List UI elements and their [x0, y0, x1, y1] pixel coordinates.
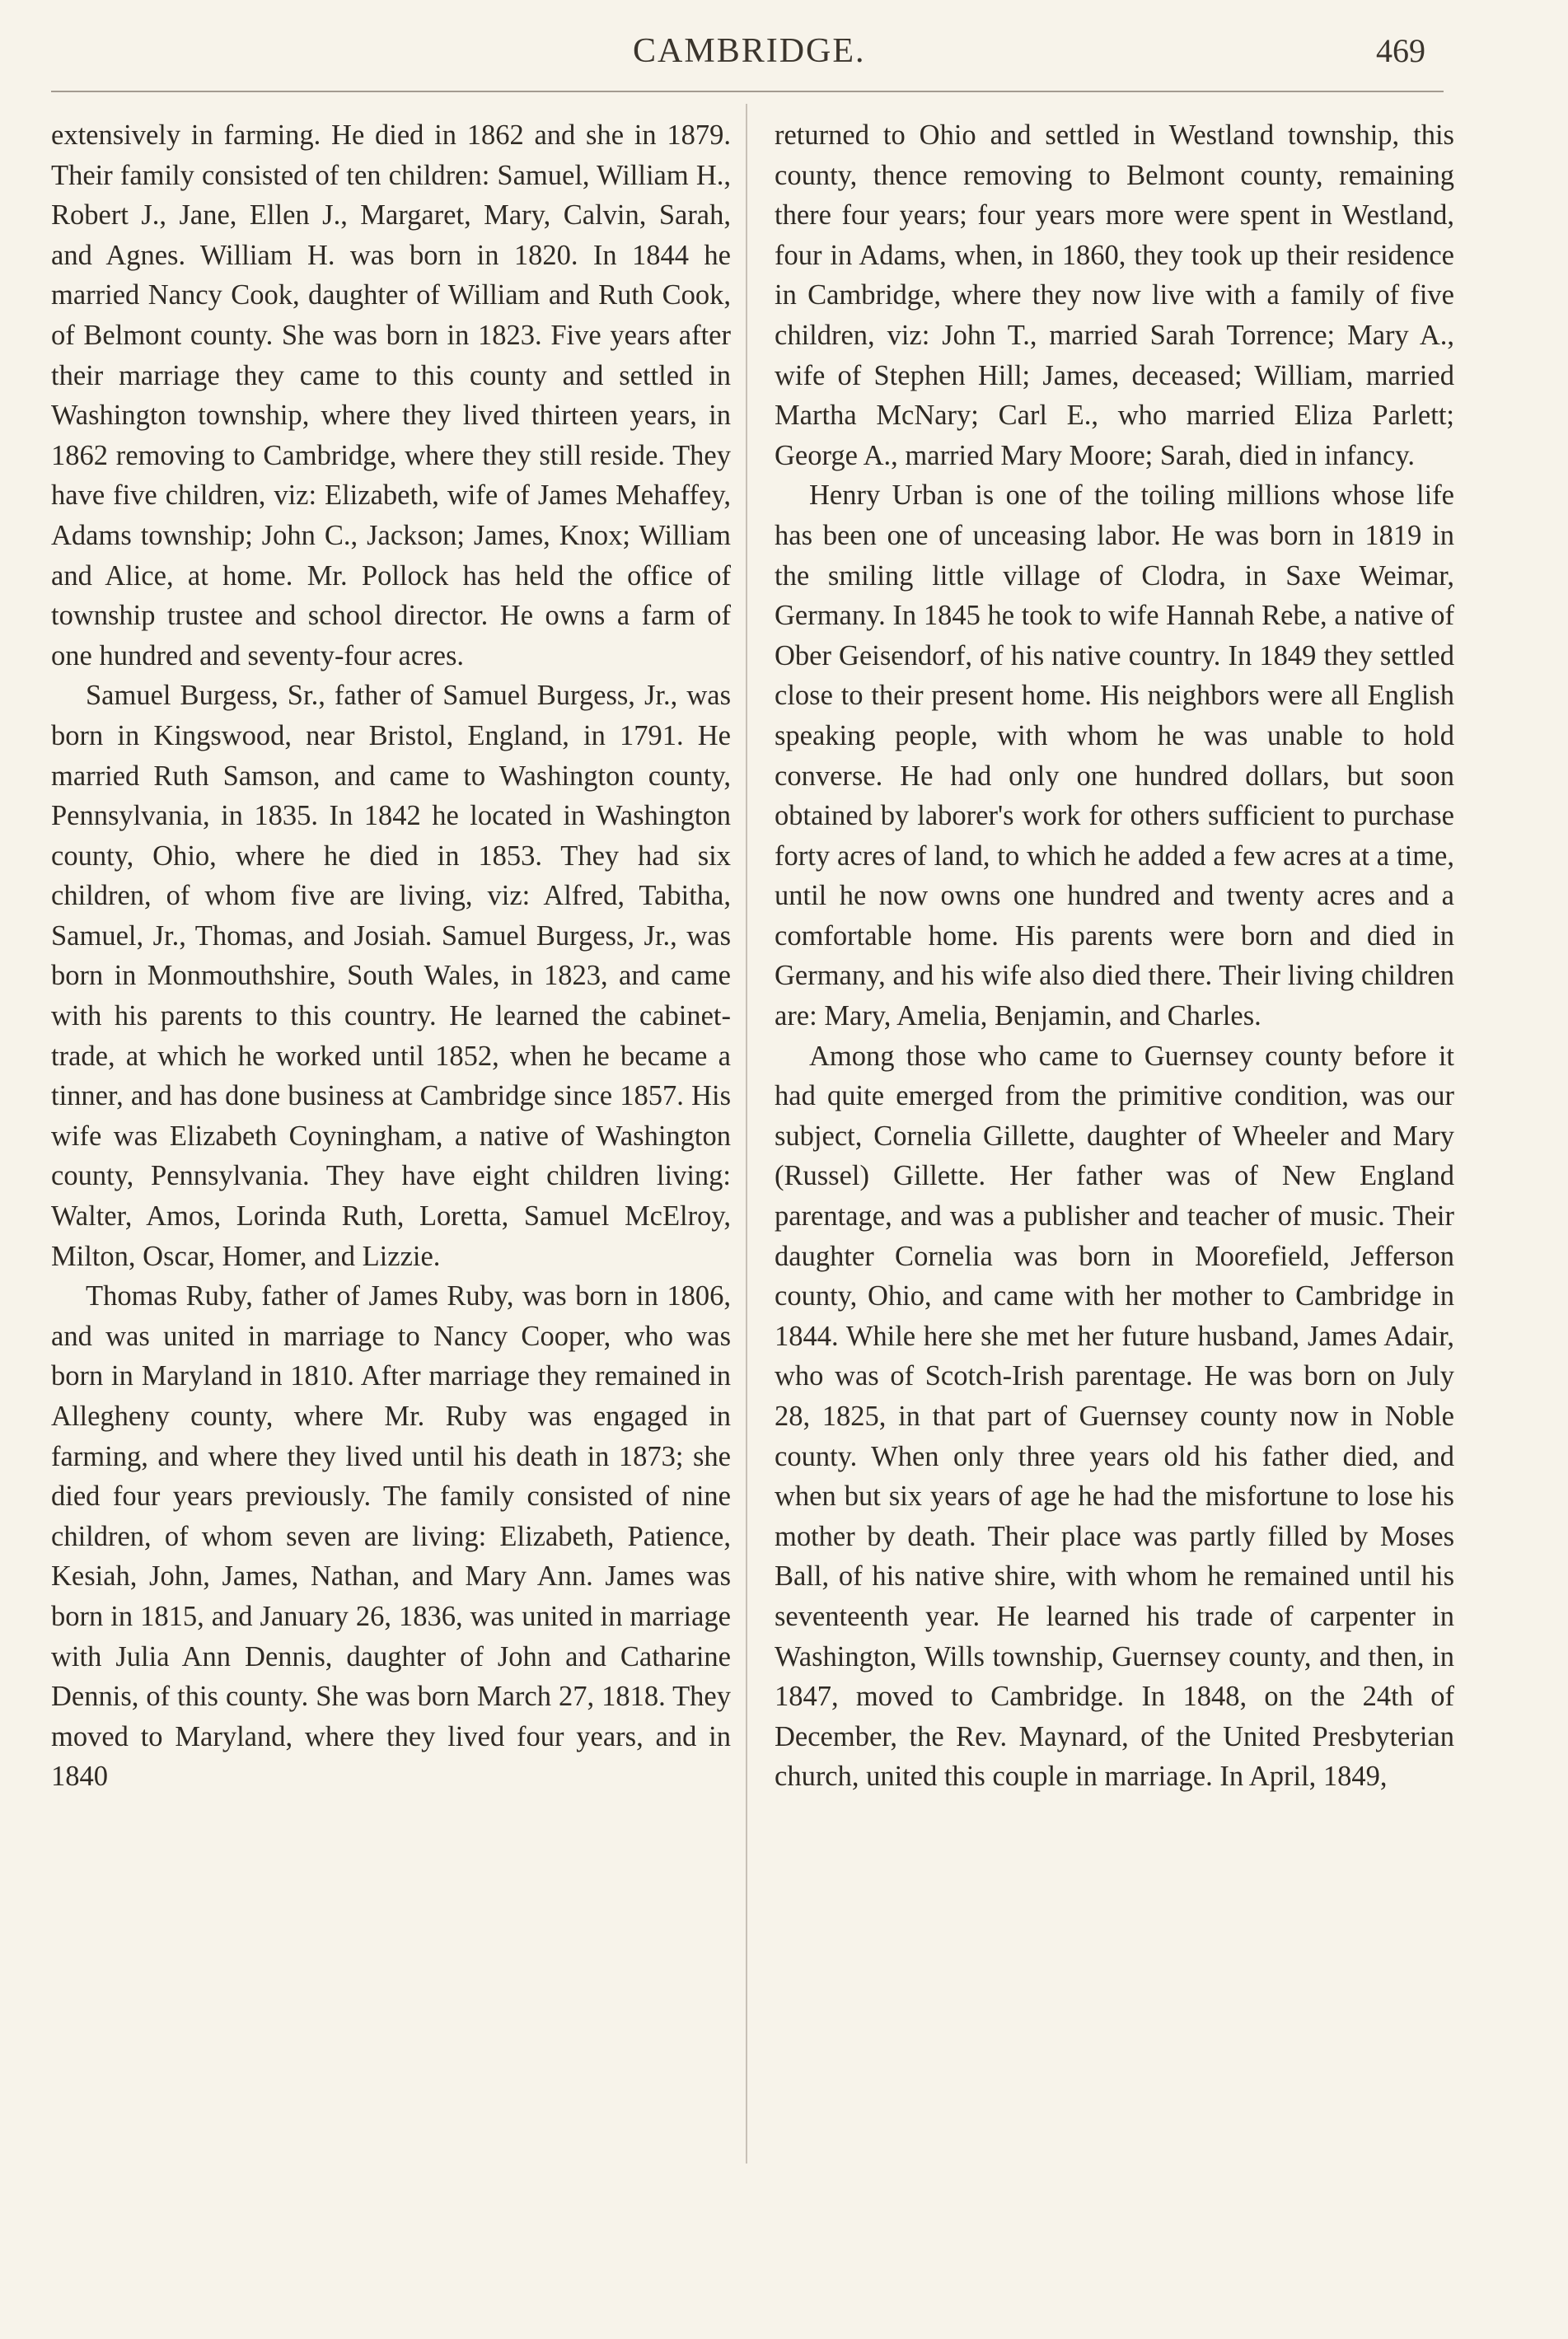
left-column [51, 115, 731, 1797]
right-paragraph-3: Among those who came to Guernsey county before it had quite emerged from the primitive condition, was our subject, Cornelia Gillette, daughter of Wheeler and Mary (Russel) Gillette. Her father was of New England parentage, and was a publisher and teacher of music. Their daughter Cornelia was born in Moorefield, Jefferson county, Ohio, and came with her mother to Cambridge in 1844. While here she met her future husband, James Adair, who was of Scotch-Irish parentage. He was born on July 28, 1825, in that part of Guernsey county now in Noble county. When only three years old his father died, and when but six years of age he had the misfortune to lose his mother by death. Their place was partly filled by Moses Ball, of his native shire, with whom he remained until his seventeenth year. He learned his trade of carpenter in Washington, Wills township, Guernsey county, and then, in 1847, moved to Cambridge. In 1848, on the 24th of December, the Rev. Maynard, of the United Presbyterian church, united this couple in marriage. In April, 1849, [775, 1040, 1454, 1793]
right-paragraph-2: Henry Urban is one of the toiling millions whose life has been one of unceasing labor. He was born in 1819 in the smiling little village of Clodra, in Saxe Weimar, Germany. In 1845 he took to wife Hannah Rebe, a native of Ober Geisendorf, of his native country. In 1849 they settled close to their present home. His neighbors were all English speaking people, with whom he was unable to hold converse. He had only one hundred dollars, but soon obtained by laborer's work for others sufficient to purchase forty acres of land, to which he added a few acres at a time, until he now owns one hundred and twenty acres and a comfortable home. His parents were born and died in Germany, and his wife also died there. Their living children are: Mary, Amelia, Benjamin, and Charles. [775, 479, 1454, 1032]
left-paragraph-2: Samuel Burgess, Sr., father of Samuel Burgess, Jr., was born in Kingswood, near Bristol, England, in 1791. He married Ruth Samson, and came to Washington county, Pennsylvania, in 1835. In 1842 he located in Washington county, Ohio, where he died in 1853. They had six children, of whom five are living, viz: Alfred, Tabitha, Samuel, Jr., Thomas, and Josiah. Samuel Burgess, Jr., was born in Monmouthshire, South Wales, in 1823, and came with his parents to this country. He learned the cabinet-trade, at which he worked until 1852, when he became a tinner, and has done business at Cambridge since 1857. His wife was Elizabeth Coyningham, a native of Washington county, Pennsylvania. They have eight children living: Walter, Amos, Lorinda Ruth, Loretta, Samuel McElroy, Milton, Oscar, Homer, and Lizzie. [51, 680, 731, 1272]
left-paragraph-1: extensively in farming. He died in 1862 and she in 1879. Their family consisted of ten children: Samuel, William H., Robert J., Jane, Ellen J., Margaret, Mary, Calvin, Sarah, and Agnes. William H. was born in 1820. In 1844 he married Nancy Cook, daughter of William and Ruth Cook, of Belmont county. She was born in 1823. Five years after their marriage they came to this county and settled in Washington township, where they lived thirteen years, in 1862 removing to Cambridge, where they still reside. They have five children, viz: Elizabeth, wife of James Mehaffey, Adams township; John C., Jackson; James, Knox; William and Alice, at home. Mr. Pollock has held the office of township trustee and school director. He owns a farm of one hundred and seventy-four acres. [51, 119, 731, 671]
header-rule [51, 91, 1444, 92]
page-header [0, 31, 1568, 81]
right-column [775, 115, 1454, 1797]
running-title: CAMBRIDGE. [633, 32, 866, 70]
left-paragraph-3: Thomas Ruby, father of James Ruby, was born in 1806, and was united in marriage to Nancy Cooper, who was born in Maryland in 1810. After marriage they remained in Allegheny county, where Mr. Ruby was engaged in farming, and where they lived until his death in 1873; she died four years previously. The family consisted of nine children, of whom seven are living: Elizabeth, Patience, Kesiah, John, James, Nathan, and Mary Ann. James was born in 1815, and January 26, 1836, was united in marriage with Julia Ann Dennis, daughter of John and Catharine Dennis, of this county. She was born March 27, 1818. They moved to Maryland, where they lived four years, and in 1840 [51, 1280, 731, 1793]
column-divider [746, 104, 747, 2164]
page-number: 469 [1376, 32, 1425, 69]
right-paragraph-1: returned to Ohio and settled in Westland township, this county, thence removing to Belmont county, remaining there four years; four years more were spent in Westland, four in Adams, when, in 1860, they took up their residence in Cambridge, where they now live with a family of five children, viz: John T., married Sarah Torrence; Mary A., wife of Stephen Hill; James, deceased; William, married Martha McNary; Carl E., who married Eliza Parlett; George A., married Mary Moore; Sarah, died in infancy. [775, 119, 1454, 471]
